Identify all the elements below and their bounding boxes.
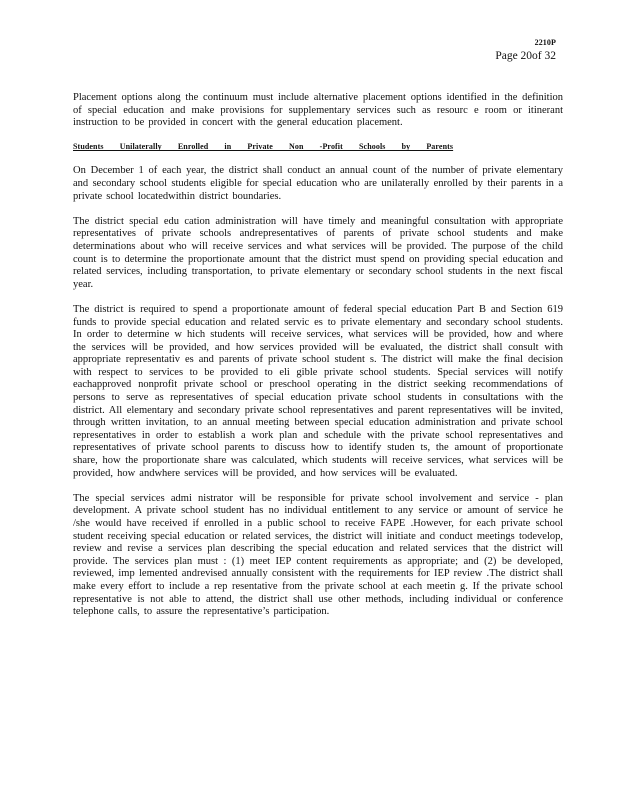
services-plan-paragraph: The special services admi nistrator will be responsible for private school involvement and service - plan development. A private school student has no individual entitlement to any service or amount of service he /she would have received if enrolled in a public school to receive FAPE .However, for each private school student receiving special education or related services, the district will initiate and conduct meetings todevelop, review and revise a services plan describing the special education and related services that the district will provide. The services plan must : (1) meet IEP content requirements as appropriate; and (2) be developed, reviewed, imp lemented andrevised annually consistent with the requirements for IEP review .The district shall make every effort to include a rep resentative from the private school at each meetin g. If the private school representative is not able to attend, the district shall use other methods, including individual or conference telephone calls, to assure the representative’s participation. bbox=[73, 492, 563, 618]
policy-code: 2210P bbox=[534, 38, 556, 47]
document-body bbox=[73, 92, 563, 631]
annual-count-paragraph: On December 1 of each year, the district shall conduct an annual count of the number of private elementary and secondary school students eligible for special education who are unilaterally enrolled by their parents in a private school locatedwithin district boundaries. bbox=[73, 165, 563, 202]
consultation-paragraph: The district special edu cation administration will have timely and meaningful consultation with appropriate representatives of private schools andrepresentatives of parents of private school students and make determinations about who will receive services and what services will be provided. The purpose of the child count is to determine the proportionate amount that the district must spend on providing special education and related services, including transportation, to private elementary or secondary school students in the next fiscal year. bbox=[73, 215, 563, 290]
section-heading: Students Unilaterally Enrolled in Private Non -Profit Schools by Parents bbox=[73, 142, 454, 152]
placement-options-paragraph: Placement options along the continuum must include alternative placement options identified in the definition of special education and make provisions for supplementary services such as resourc e room or itinerant instruction to be provided in concert with the general education placement. bbox=[73, 92, 563, 129]
proportionate-funds-paragraph: The district is required to spend a proportionate amount of federal special education Part B and Section 619 funds to provide special education and related servic es to private elementary and secondary school students. In order to determine w hich students will receive services, what services will be provided, how and where the services will be provided, and how services provided will be evaluated, the district shall consult with appropriate representativ es and parents of private school student s. The district will make the final decision with respect to services to be provided to eli gible private school students. Special services will notify eachapproved nonprofit private school or preschool operating in the district seeking recommendations of persons to serve as representatives of special education private school students in consultations with the district. All elementary and secondary private school representatives and parent representatives will be invited, through written invitation, to an annual meeting between special education administration and private school representatives in order to establish a work plan and schedule with the private school representatives and representatives of private school parents to discuss how to identify studen ts, the amount of proportionate share, how the proportionate share was calculated, which students will receive services, what services will be provided, how andwhere services will be provided, and how services will be evaluated. bbox=[73, 303, 563, 479]
page-number: Page 20of 32 bbox=[495, 50, 556, 62]
